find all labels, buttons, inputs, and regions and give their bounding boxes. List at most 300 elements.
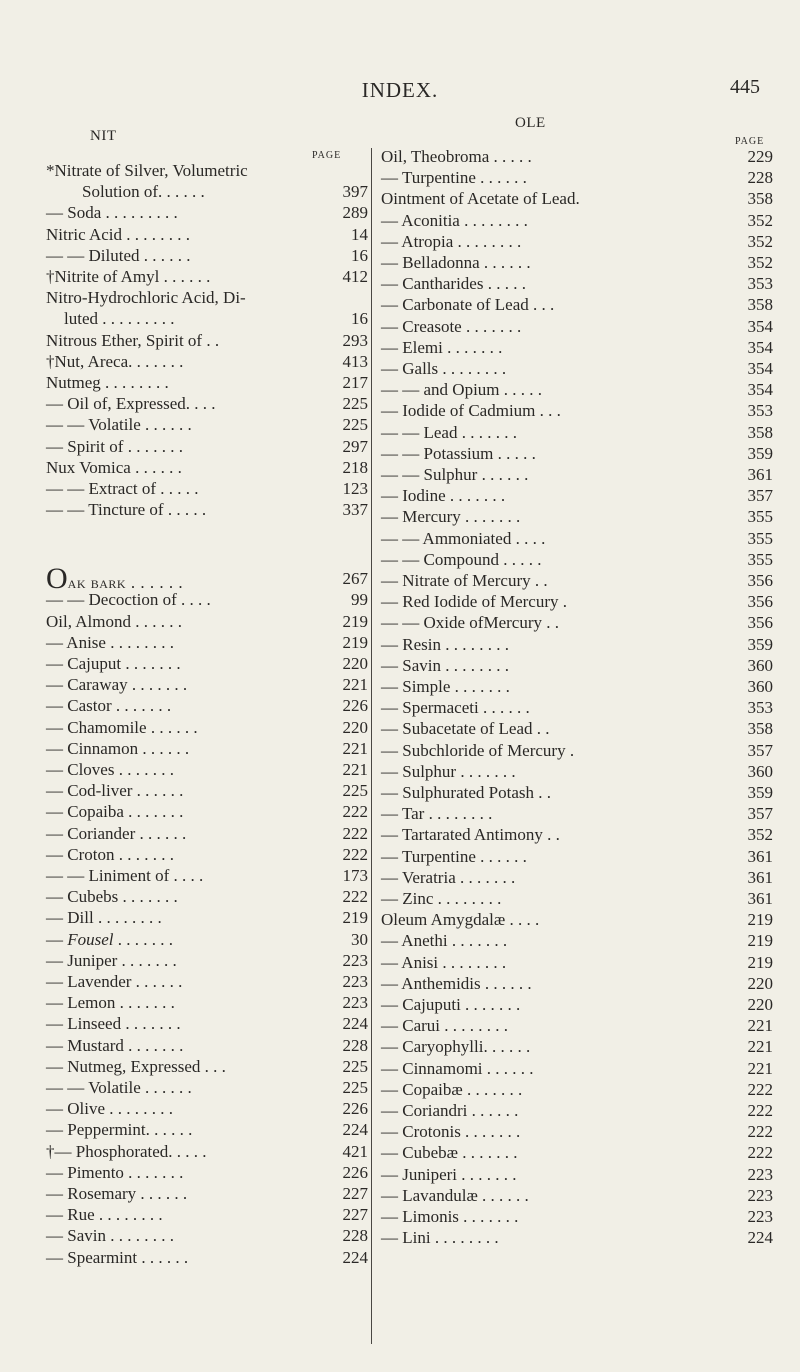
index-entry-page: 356: [747, 613, 773, 633]
index-entry-label: — Subchloride of Mercury .: [381, 740, 575, 760]
index-entry: [381, 761, 773, 782]
index-entry: [46, 780, 368, 801]
index-entry-page: 223: [747, 1185, 773, 1205]
index-entry-page: 227: [342, 1205, 368, 1225]
index-entry: [381, 528, 773, 549]
index-entry-page: 219: [747, 931, 773, 951]
page-number: 445: [730, 76, 760, 98]
index-entry-page: 355: [747, 528, 773, 548]
index-entry-label: — Spearmint . . . . . .: [46, 1247, 189, 1267]
index-entry: [46, 478, 368, 499]
index-entry: [381, 846, 773, 867]
index-entry-page: 220: [747, 973, 773, 993]
index-entry: [381, 485, 773, 506]
index-entry-label: luted . . . . . . . . .: [64, 309, 175, 329]
index-entry-page: 222: [342, 844, 368, 864]
index-entry-page: 223: [747, 1164, 773, 1184]
index-entry-page: 223: [342, 993, 368, 1013]
index-entry: [46, 801, 368, 822]
index-entry-label: — Castor . . . . . . .: [46, 696, 172, 716]
index-entry-page: 221: [342, 738, 368, 758]
index-entry-label: — — Ammoniated . . . .: [381, 528, 546, 548]
index-entry-page: 221: [747, 1037, 773, 1057]
index-entry: [381, 973, 773, 994]
index-entry-page: 224: [342, 1014, 368, 1034]
index-entry: [46, 181, 368, 202]
index-entry-label: — Resin . . . . . . . .: [381, 634, 509, 654]
index-entry-page: 359: [747, 443, 773, 463]
index-entry-label: — Creasote . . . . . . .: [381, 316, 522, 336]
index-entry: [381, 612, 773, 633]
index-entry: [46, 457, 368, 478]
index-entry: [46, 1013, 368, 1034]
index-entry-label: — Elemi . . . . . . .: [381, 337, 503, 357]
index-entry-label: — Spirit of . . . . . . .: [46, 436, 183, 456]
index-entry-page: 356: [747, 571, 773, 590]
index-entry-page: 421: [342, 1141, 368, 1161]
index-entry: [46, 759, 368, 780]
index-entry-page: 222: [747, 1079, 773, 1099]
index-entry-label: — Tartarated Antimony . .: [381, 825, 560, 845]
index-entry-label: — Cajuput . . . . . . .: [46, 654, 181, 673]
index-entry-label: — — Tincture of . . . . .: [46, 500, 207, 520]
index-entry-page: 223: [342, 950, 368, 970]
index-entry-label: — Cloves . . . . . . .: [46, 760, 174, 779]
index-entry: [46, 414, 368, 435]
index-entry-label: — Nutmeg, Expressed . . .: [46, 1056, 226, 1076]
index-entry-page: 356: [747, 592, 773, 612]
index-entry: [46, 266, 368, 287]
index-entry-label: — Cubebæ . . . . . . .: [381, 1143, 518, 1163]
index-entry: [381, 1015, 773, 1036]
index-entry-page: 221: [342, 760, 368, 779]
index-entry: [381, 930, 773, 951]
index-entry-page: 30: [351, 929, 368, 949]
index-entry-label: — Zinc . . . . . . . .: [381, 889, 502, 908]
index-entry: [46, 393, 368, 414]
index-entry-label: Oil, Theobroma . . . . .: [381, 147, 532, 166]
index-entry: [381, 231, 773, 252]
index-entry: [381, 952, 773, 973]
index-entry-page: 358: [747, 189, 773, 209]
index-entry-page: 226: [342, 1099, 368, 1119]
right-column-heading: OLE: [515, 115, 546, 131]
index-entry: [46, 971, 368, 992]
index-entry: [381, 655, 773, 676]
index-entry: [381, 1164, 773, 1185]
index-entry-label: — Nitrate of Mercury . .: [381, 571, 548, 590]
index-entry-page: 219: [342, 632, 368, 652]
index-entry-page: 352: [747, 231, 773, 251]
index-entry-label: — Aconitia . . . . . . . .: [381, 210, 528, 230]
index-entry-page: 293: [342, 330, 368, 350]
index-entry-page: 219: [342, 611, 368, 631]
index-entry-label: — Lini . . . . . . . .: [381, 1228, 499, 1248]
index-entry-page: 337: [342, 500, 368, 520]
index-entry-label: — Soda . . . . . . . . .: [46, 203, 178, 223]
index-entry: [381, 1227, 773, 1248]
index-entry: [46, 1119, 368, 1140]
index-entry: [381, 273, 773, 294]
index-entry: [46, 886, 368, 907]
index-entry: [381, 803, 773, 824]
index-entry-label: — Anthemidis . . . . . .: [381, 973, 532, 993]
index-entry-label: Nitrous Ether, Spirit of . .: [46, 330, 220, 350]
index-entry-label: — Sulphur . . . . . . .: [381, 761, 516, 781]
index-entry: [46, 160, 368, 181]
index-entry-page: 227: [342, 1184, 368, 1203]
index-entry-page: 123: [342, 479, 368, 498]
index-entry-page: 289: [342, 203, 368, 223]
index-entry-page: 222: [747, 1101, 773, 1120]
index-entry-label: — Lavender . . . . . .: [46, 972, 183, 991]
index-entry-page: 225: [342, 781, 368, 801]
index-entry-label: — Copaiba . . . . . . .: [46, 802, 184, 822]
index-entry-page: 222: [342, 823, 368, 843]
index-entry-label: Ointment of Acetate of Lead.: [381, 189, 580, 209]
index-entry: [381, 634, 773, 655]
index-entry-page: 226: [342, 1162, 368, 1182]
index-entry-label: — Belladonna . . . . . .: [381, 253, 531, 272]
index-entry-label: — Dill . . . . . . . .: [46, 908, 162, 928]
index-entry: [381, 506, 773, 527]
index-entry: [381, 1100, 773, 1121]
index-entry-label: — Turpentine . . . . . .: [381, 168, 527, 188]
index-entry: [46, 695, 368, 716]
index-entry-label: — Anisi . . . . . . . .: [381, 952, 507, 972]
index-entry: [46, 224, 368, 245]
index-entry-page: 359: [747, 634, 773, 654]
index-entry: [381, 1121, 773, 1142]
index-entry: [46, 929, 368, 950]
index-entry-page: 223: [342, 972, 368, 991]
index-entry: [381, 210, 773, 231]
column-divider: [371, 148, 372, 1344]
index-entry-label: Nux Vomica . . . . . .: [46, 457, 182, 477]
index-entry-page: 16: [351, 245, 368, 265]
index-entry-label: Solution of. . . . . .: [82, 182, 205, 202]
index-entry: [381, 1142, 773, 1163]
index-entry-page: 355: [747, 549, 773, 569]
index-entry-label: — Iodine . . . . . . .: [381, 486, 506, 506]
index-entry-label: — Caraway . . . . . . .: [46, 675, 188, 695]
index-entry: [381, 146, 773, 167]
index-entry-page: 353: [747, 274, 773, 294]
index-entry-page: 297: [342, 436, 368, 456]
index-entry-label: — Atropia . . . . . . . .: [381, 231, 522, 251]
index-entry: [46, 865, 368, 886]
index-entry: [381, 337, 773, 358]
index-entry-label: — Cajuputi . . . . . . .: [381, 995, 521, 1014]
index-entry-label: — Tar . . . . . . . .: [381, 804, 493, 824]
index-entry-page: 218: [342, 457, 368, 477]
index-entry-page: 219: [747, 952, 773, 972]
index-entry-label: — — Lead . . . . . . .: [381, 422, 517, 442]
index-entry-label: — Galls . . . . . . . .: [381, 359, 507, 378]
index-entry-label: — Rue . . . . . . . .: [46, 1205, 163, 1225]
index-entry-label: — Cubebs . . . . . . .: [46, 887, 178, 907]
index-entry: [381, 994, 773, 1015]
index-entry-page: 229: [747, 147, 773, 166]
index-entry: [381, 1036, 773, 1057]
index-entry: [381, 167, 773, 188]
left-column-heading: NIT: [90, 128, 117, 144]
index-entry-page: 358: [747, 719, 773, 739]
index-entry-page: 228: [747, 168, 773, 188]
index-entry: [46, 1162, 368, 1183]
index-entry: [46, 436, 368, 457]
index-entry: [46, 308, 368, 329]
index-entry-label: Oak bark . . . . . .: [46, 562, 184, 596]
index-entry: [46, 1077, 368, 1098]
index-entry: [46, 287, 368, 308]
index-entry: [46, 499, 368, 520]
index-entry-page: 221: [342, 675, 368, 695]
index-entry: [46, 950, 368, 971]
index-entry-page: 354: [747, 337, 773, 357]
index-entry-label: — Veratria . . . . . . .: [381, 867, 516, 887]
index-entry: [381, 824, 773, 845]
index-entry-page: 353: [747, 698, 773, 718]
index-entry: [381, 549, 773, 570]
index-entry-page: 99: [351, 590, 368, 610]
index-entry-label: †Nitrite of Amyl . . . . . .: [46, 267, 211, 286]
page-title: INDEX.: [361, 78, 439, 102]
index-entry-label: †— Phosphorated. . . . .: [46, 1141, 207, 1161]
index-entry-page: 228: [342, 1226, 368, 1246]
index-entry: [381, 316, 773, 337]
index-entry-label: — — Oxide ofMercury . .: [381, 613, 559, 633]
index-entry-page: 222: [747, 1143, 773, 1163]
index-entry: [46, 330, 368, 351]
index-entry-label: — — Sulphur . . . . . .: [381, 465, 529, 484]
index-entry: [46, 907, 368, 928]
index-entry-label: — Anethi . . . . . . .: [381, 931, 508, 951]
index-entry: [46, 738, 368, 759]
index-entry: [46, 520, 368, 541]
index-entry-label: — Pimento . . . . . . .: [46, 1162, 184, 1182]
index-entry: [46, 844, 368, 865]
index-entry-page: 358: [747, 295, 773, 315]
index-entry-label: — — Diluted . . . . . .: [46, 245, 191, 265]
index-entry-label: — — Decoction of . . . .: [46, 590, 211, 610]
index-entry: [381, 1185, 773, 1206]
index-entry: [381, 570, 773, 591]
index-entry: [46, 674, 368, 695]
index-entry: [381, 400, 773, 421]
index-entry-label: — — Liniment of . . . .: [46, 866, 204, 885]
index-entry: [381, 909, 773, 930]
index-entry-label: — Cantharides . . . . .: [381, 274, 526, 294]
index-entry-label: — Carbonate of Lead . . .: [381, 295, 555, 315]
index-entry: [46, 202, 368, 223]
index-entry-label: Oil, Almond . . . . . .: [46, 611, 183, 631]
index-entry-page: 225: [342, 1078, 368, 1097]
index-entry: [381, 888, 773, 909]
index-entry-label: — Iodide of Cadmium . . .: [381, 401, 561, 421]
index-entry-label: — Olive . . . . . . . .: [46, 1099, 174, 1119]
index-entry: [46, 372, 368, 393]
index-entry: [46, 1141, 368, 1162]
index-entry-label: Oleum Amygdalæ . . . .: [381, 910, 540, 930]
index-entry-page: 228: [342, 1035, 368, 1055]
index-entry-page: 220: [342, 717, 368, 737]
index-entry-label: — Copaibæ . . . . . . .: [381, 1079, 523, 1099]
index-entry-page: 173: [342, 866, 368, 885]
left-page-label: PAGE: [312, 150, 342, 161]
index-entry-label: — — Compound . . . . .: [381, 549, 542, 569]
index-entry-page: 357: [747, 486, 773, 506]
index-entry-label: — Carui . . . . . . . .: [381, 1016, 509, 1036]
index-entry-page: 221: [747, 1016, 773, 1036]
index-entry-label: — Chamomile . . . . . .: [46, 717, 198, 737]
index-entry-label: — Coriandri . . . . . .: [381, 1101, 519, 1120]
index-entry: [381, 782, 773, 803]
index-entry-page: 225: [342, 1056, 368, 1076]
index-entry: [381, 464, 773, 485]
index-entry-label: — Rosemary . . . . . .: [46, 1184, 188, 1203]
index-entry-page: 361: [747, 846, 773, 866]
index-entry-page: 412: [342, 267, 368, 286]
index-entry-label: — Savin . . . . . . . .: [381, 655, 509, 675]
index-entry: [46, 653, 368, 674]
index-entry-label: — Crotonis . . . . . . .: [381, 1122, 521, 1142]
index-entry-label: *Nitrate of Silver, Volumetric: [46, 161, 248, 180]
index-entry-label: — Mustard . . . . . . .: [46, 1035, 184, 1055]
index-entry-label: — Fousel . . . . . . .: [46, 929, 174, 949]
index-entry: [381, 591, 773, 612]
index-entry-page: 361: [747, 889, 773, 908]
index-entry: [46, 992, 368, 1013]
index-entry-label: — Peppermint. . . . . .: [46, 1120, 193, 1140]
index-entry: [381, 422, 773, 443]
index-entry-page: 357: [747, 804, 773, 824]
index-entry-label: — Cinnamomi . . . . . .: [381, 1058, 534, 1078]
index-entry-label: — Lavandulæ . . . . . .: [381, 1185, 529, 1205]
index-entry-page: 359: [747, 783, 773, 802]
index-entry-label: — Caryophylli. . . . . .: [381, 1037, 531, 1057]
index-entry: [381, 358, 773, 379]
index-entry-label: — Subacetate of Lead . .: [381, 719, 550, 739]
index-entry-label: — Croton . . . . . . .: [46, 844, 174, 864]
index-entry: [381, 294, 773, 315]
index-entry-page: 413: [342, 351, 368, 371]
index-entry: [381, 443, 773, 464]
index-entry: [46, 1183, 368, 1204]
index-entry-page: 220: [747, 995, 773, 1014]
index-entry: [46, 562, 368, 596]
index-entry-label: — Juniperi . . . . . . .: [381, 1164, 517, 1184]
index-entry-label: — Savin . . . . . . . .: [46, 1226, 174, 1246]
index-entry-page: 221: [747, 1058, 773, 1078]
index-entry-page: 354: [747, 316, 773, 336]
index-entry-page: 354: [747, 359, 773, 378]
index-entry: [381, 1206, 773, 1227]
index-entry-page: 360: [747, 677, 773, 696]
index-entry-page: 354: [747, 380, 773, 400]
index-entry-page: 225: [342, 394, 368, 414]
index-entry-page: 352: [747, 825, 773, 845]
index-entry-label: — Turpentine . . . . . .: [381, 846, 527, 866]
index-entry-label: — Simple . . . . . . .: [381, 677, 510, 696]
index-entry-label: — Coriander . . . . . .: [46, 823, 187, 843]
index-entry-page: 14: [351, 224, 368, 244]
index-entry: [46, 1098, 368, 1119]
index-entry: [46, 717, 368, 738]
index-entry-label: — Linseed . . . . . . .: [46, 1014, 181, 1034]
index-entry-page: 355: [747, 507, 773, 527]
index-entry-page: 352: [747, 210, 773, 230]
index-entry: [381, 188, 773, 209]
index-entry: [46, 611, 368, 632]
index-entry-label: — Sulphurated Potash . .: [381, 783, 551, 802]
index-entry: [381, 676, 773, 697]
index-entry-label: Nitric Acid . . . . . . . .: [46, 224, 191, 244]
index-entry: [381, 379, 773, 400]
index-entry-page: 226: [342, 696, 368, 716]
index-entry-page: 219: [747, 910, 773, 930]
index-entry-label: — Mercury . . . . . . .: [381, 507, 521, 527]
index-entry-page: 352: [747, 253, 773, 272]
index-entry-page: 224: [342, 1120, 368, 1140]
index-entry-label: — Oil of, Expressed. . . .: [46, 394, 216, 414]
index-entry-label: — — Extract of . . . . .: [46, 479, 199, 498]
index-entry-label: Nitro-Hydrochloric Acid, Di-: [46, 288, 246, 308]
index-entry: [381, 867, 773, 888]
index-entry-label: — Juniper . . . . . . .: [46, 950, 177, 970]
index-entry: [46, 1225, 368, 1246]
index-entry-label: — Anise . . . . . . . .: [46, 632, 174, 652]
index-entry-page: 16: [351, 309, 368, 329]
index-entry-label: †Nut, Areca. . . . . . .: [46, 351, 184, 371]
index-entry: [381, 740, 773, 761]
index-entry-label: — Lemon . . . . . . .: [46, 993, 175, 1013]
index-entry-page: 222: [342, 887, 368, 907]
index-entry-page: 361: [747, 867, 773, 887]
index-entry-label: — Spermaceti . . . . . .: [381, 698, 530, 718]
index-entry-page: 217: [342, 373, 368, 392]
index-entry-page: 219: [342, 908, 368, 928]
index-entry: [46, 632, 368, 653]
index-entry-label: — — Potassium . . . . .: [381, 443, 536, 463]
index-entry-page: 224: [747, 1228, 773, 1248]
index-entry-page: 353: [747, 401, 773, 421]
index-entry-label: — Cinnamon . . . . . .: [46, 738, 190, 758]
index-entry-page: 223: [747, 1207, 773, 1226]
index-entry-page: 222: [342, 802, 368, 822]
index-entry-page: 358: [747, 422, 773, 442]
index-entry-label: — Red Iodide of Mercury .: [381, 592, 568, 612]
index-entry: [46, 589, 368, 610]
index-entry: [46, 1247, 368, 1268]
index-entry-label: — — and Opium . . . . .: [381, 380, 543, 400]
index-entry-page: 224: [342, 1247, 368, 1267]
index-entry: [381, 718, 773, 739]
index-entry-page: 267: [342, 569, 368, 589]
index-entry-label: — Limonis . . . . . . .: [381, 1207, 519, 1226]
index-entry-page: 357: [747, 740, 773, 760]
index-entry-page: 360: [747, 655, 773, 675]
index-entry-label: — Cod-liver . . . . . .: [46, 781, 184, 801]
index-entry: [46, 1204, 368, 1225]
index-entry: [381, 697, 773, 718]
index-entry: [381, 252, 773, 273]
index-entry-page: 361: [747, 465, 773, 484]
index-entry-page: 225: [342, 415, 368, 435]
right-page-label: PAGE: [735, 136, 765, 147]
index-entry-label: Nutmeg . . . . . . . .: [46, 373, 169, 392]
index-entry-page: 222: [747, 1122, 773, 1142]
